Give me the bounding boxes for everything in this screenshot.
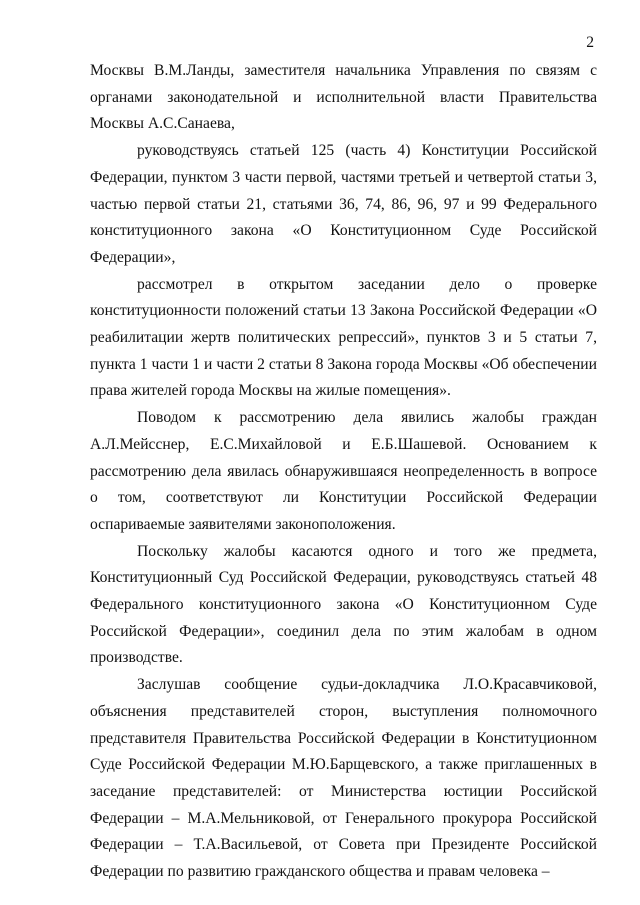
paragraph-grounds: Поводом к рассмотрению дела явились жалобы граждан А.Л.Мейсснер, Е.С.Михайловой и Е.Б.Шашевой. Основанием к рассмотрению дела явилась обнаружившаяся неопределенность в вопросе о том, соответствуют ли Конституции Российской Федерации оспариваемые заявителями законоположения.	[90, 409, 597, 533]
paragraph-legal-basis: руководствуясь статьей 125 (часть 4) Конституции Российской Федерации, пунктом 3 части первой, частями третьей и четвертой статьи 3, частью первой статьи 21, статьями 36, 74, 86, 96, 97 и 99 Федерального конституционного закона «О Конституционном Суде Российской Федерации»,	[90, 142, 597, 266]
page-number: 2	[586, 34, 594, 51]
paragraph-joined-cases: Поскольку жалобы касаются одного и того же предмета, Конституционный Суд Российской Федерации, руководствуясь статьей 48 Федерального конституционного закона «О Конституционном Суде Российской Федерации», соединил дела по этим жалобам в одном производстве.	[90, 542, 597, 667]
paragraph-continuation: Москвы В.М.Ланды, заместителя начальника Управления по связям с органами законодательной и исполнительной власти Правительства Москвы А.С.Санаева,	[90, 62, 597, 133]
paragraph-hearing: Заслушав сообщение судьи-докладчика Л.О.Красавчиковой, объяснения представителей сторон, выступления полномочного представителя Правительства Российской Федерации в Конституционном Суде Российской Федерации М.Ю.Барщевского, а также приглашенных в заседание представителей: от Министерства юстиции Российской Федерации – М.А.Мельниковой, от Генерального прокурора Российской Федерации – Т.А.Васильевой, от Совета при Президенте Российской Федерации по развитию гражданского общества и правам человека –	[90, 676, 597, 881]
document-body	[90, 58, 597, 886]
paragraph-case-subject: рассмотрел в открытом заседании дело о проверке конституционности положений статьи 13 Закона Российской Федерации «О реабилитации жертв политических репрессий», пунктов 3 и 5 статьи 7, пункта 1 части 1 и части 2 статьи 8 Закона города Москвы «Об обеспечении права жителей города Москвы на жилые помещения».	[90, 275, 597, 400]
